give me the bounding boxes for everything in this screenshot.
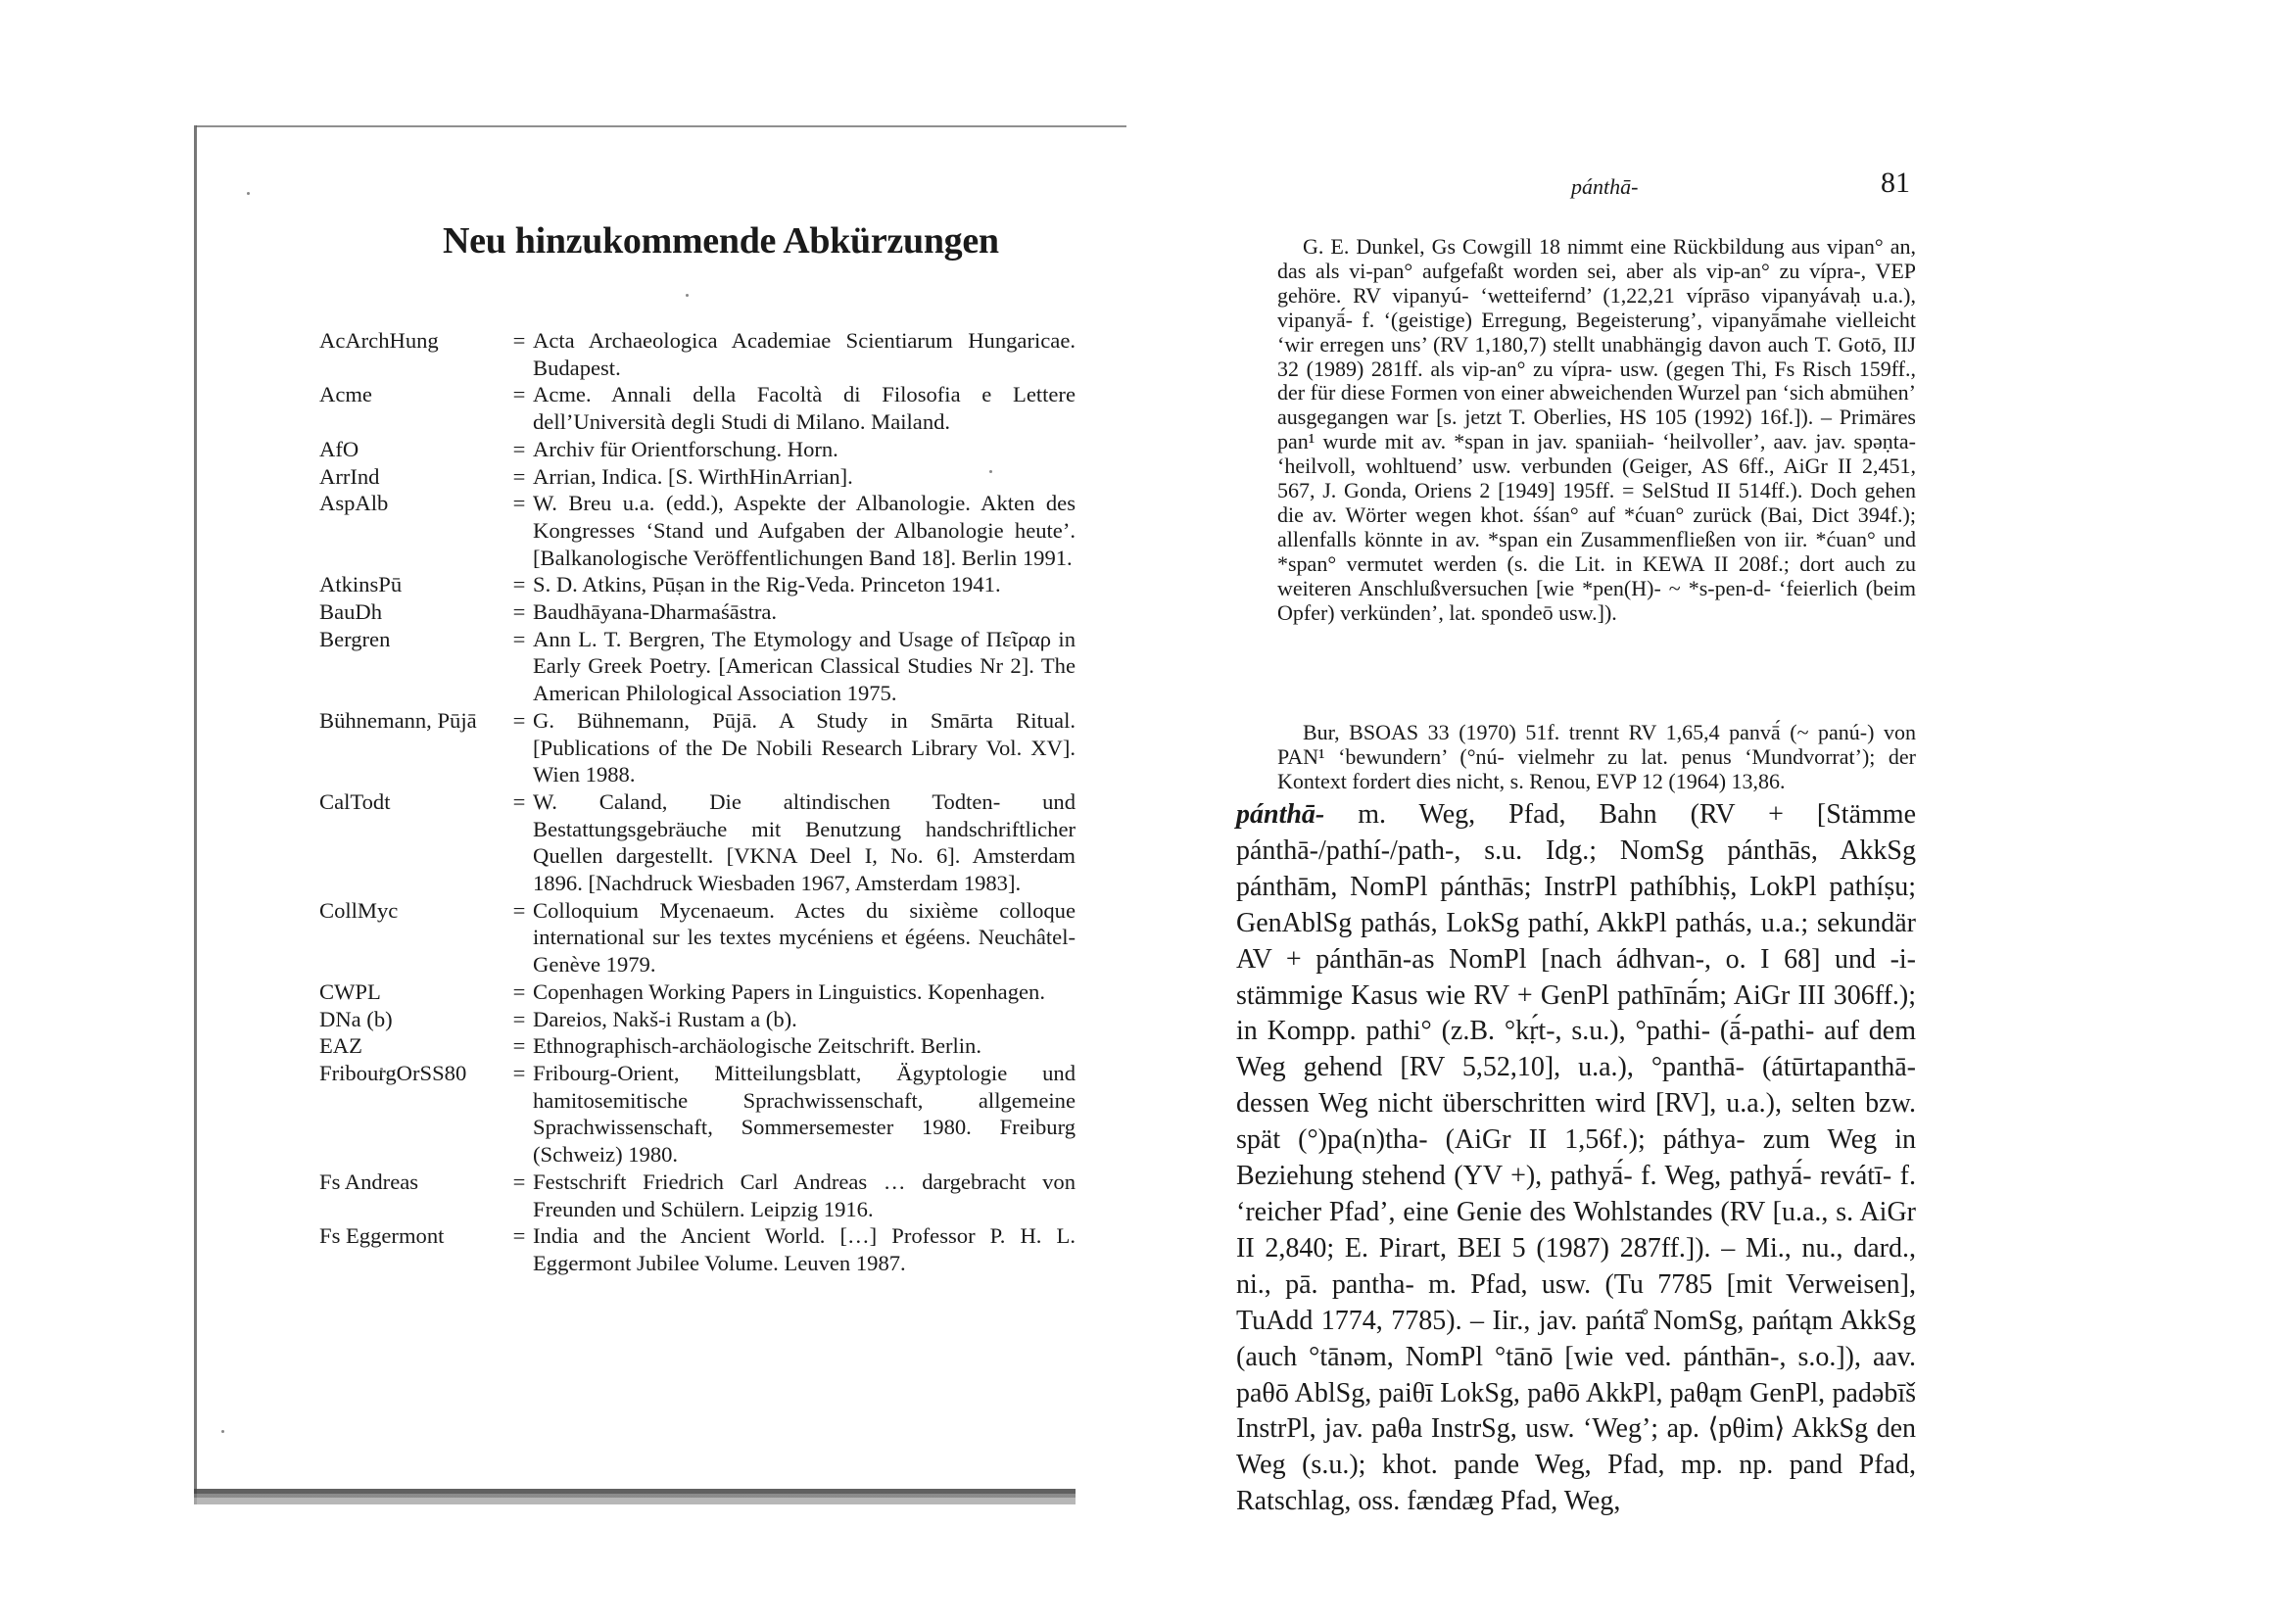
abbr-definition: Acme. Annali della Facoltà di Filosofia e Lettere dell’Università degli Studi di Milano. Mailand. (533, 382, 1076, 435)
scan-frame-left (194, 125, 197, 1504)
abbr-equals: = (512, 788, 526, 814)
dictionary-entry (1236, 797, 1916, 1520)
abbr-key: Fs Andreas (319, 1169, 419, 1194)
abbr-key: Bergren (319, 626, 391, 651)
paragraph-block (1277, 721, 1916, 794)
abbr-equals: = (512, 599, 526, 625)
abbr-equals: = (512, 978, 526, 1004)
abbr-entry (319, 897, 1103, 978)
abbr-entry (319, 1169, 1103, 1222)
running-head: pánthā- (1571, 174, 1639, 199)
abbr-entry (319, 598, 1103, 626)
paragraph: Bur, BSOAS 33 (1970) 51f. trennt RV 1,65,4 panvā́ (~ panú-) von PAN¹ ‘bewundern’ (°nú- vielmehr zu lat. penus ‘Mundvorrat’); der Kontext fordert dies nicht, s. Renou, EVP 12 (1964) 13,86. (1277, 720, 1916, 793)
abbr-definition: S. D. Atkins, Pūṣan in the Rig-Veda. Princeton 1941. (533, 572, 1001, 597)
abbr-equals: = (512, 463, 526, 489)
abbr-definition: W. Breu u.a. (edd.), Aspekte der Albanologie. Akten des Kongresses ‘Stand und Aufgaben der Albanologie heute’. [Balkanologische Veröffentlichungen Band 18]. Berlin 1991. (533, 491, 1076, 570)
abbr-equals: = (512, 897, 526, 923)
abbr-entry (319, 1032, 1103, 1060)
abbr-equals: = (512, 572, 526, 597)
abbr-definition: Dareios, Nakš-i Rustam a (b). (533, 1006, 797, 1031)
abbr-key: Fs Eggermont (319, 1223, 445, 1249)
abbr-equals: = (512, 382, 526, 407)
entry-headword: pánthā- (1236, 799, 1325, 830)
abbr-definition: Festschrift Friedrich Carl Andreas … dargebracht von Freunden und Schülern. Leipzig 1916. (533, 1169, 1076, 1221)
abbr-entry (319, 626, 1103, 707)
abbr-equals: = (512, 1223, 526, 1249)
abbr-entry (319, 436, 1103, 463)
abbr-key: AspAlb (319, 491, 389, 516)
abbr-key: AcArchHung (319, 328, 439, 353)
scan-frame-top (196, 125, 1126, 127)
abbr-definition: Arrian, Indica. [S. WirthHinArrian]. (533, 463, 853, 489)
abbr-definition: Ethnographisch-archäologische Zeitschrift. Berlin. (533, 1033, 981, 1059)
paragraph-block (1277, 235, 1916, 626)
abbr-definition: Colloquium Mycenaeum. Actes du sixième colloque international sur les textes mycéniens et égéens. Neuchâtel-Genève 1979. (533, 897, 1076, 978)
abbr-entry (319, 571, 1103, 598)
abbr-equals: = (512, 1060, 526, 1085)
abbr-definition: G. Bühnemann, Pūjā. A Study in Smārta Ritual. [Publications of the De Nobili Research Library Vol. XV]. Wien 1988. (533, 707, 1076, 787)
abbr-entry (319, 463, 1103, 491)
abbr-key: Acme (319, 382, 372, 407)
abbr-equals: = (512, 1033, 526, 1059)
abbr-equals: = (512, 1006, 526, 1031)
scan-frame-bottom (194, 1489, 1076, 1504)
abbr-definition: Copenhagen Working Papers in Linguistics. Kopenhagen. (533, 978, 1045, 1004)
abbr-definition: Ann L. T. Bergren, The Etymology and Usage of Πεῖραρ in Early Greek Poetry. [American Classical Studies Nr 2]. The American Philological Association 1975. (533, 626, 1076, 706)
abbr-key: EAZ (319, 1033, 362, 1059)
abbr-key: Bühnemann, Pūjā (319, 707, 477, 733)
abbr-key: ArrInd (319, 463, 380, 489)
abbr-definition: Acta Archaeologica Academiae Scientiarum Hungaricae. Budapest. (533, 328, 1076, 380)
abbr-entry (319, 1060, 1103, 1169)
scan-speck (686, 294, 689, 297)
abbr-key: CalTodt (319, 788, 391, 814)
page-title: Neu hinzukommende Abkürzungen (443, 220, 999, 262)
abbr-equals: = (512, 626, 526, 651)
abbr-entry (319, 788, 1103, 897)
abbr-definition: Baudhāyana-Dharmaśāstra. (533, 599, 778, 625)
right-page (1148, 0, 2296, 1622)
abbr-definition: Archiv für Orientforschung. Horn. (533, 436, 838, 461)
entry-text: m. Weg, Pfad, Bahn (RV + [Stämme pánthā-/pathí-/path-, s.u. Idg.; NomSg pánthās, AkkSg pánthām, NomPl pánthās; InstrPl pathíbhiṣ, LokPl pathíṣu; GenAblSg pathás, LokSg pathí, AkkPl pathás, u.a.; sekundär AV + pánthān-as NomPl [nach ádhvan-, o. I 68] und -i-stämmige Kasus wie RV + GenPl pathīnā́m; AiGr III 306ff.); in Kompp. pathi° (z.B. °kṛ́t-, s.u.), °pathi- (ā́-pathi- auf dem Weg gehend [RV 5,52,10], u.a.), °panthā- (átūrtapanthā- dessen Weg nicht überschritten wird [RV], u.a.), selten bzw. spät (°)pa(n)tha- (AiGr II 1,56f.); páthya- zum Weg in Beziehung stehend (YV +), pathyā́- f. Weg, pathyā́- revátī- f. ‘reicher Pfad’, eine Genie des Wohlstandes (RV [u.a., s. AiGr II 2,840; E. Pirart, BEI 5 (1987) 287ff.]). – Mi., nu., dard., ni., pā. pantha- m. Pfad, usw. (Tu 7785 [mit Verweisen], TuAdd 1774, 7785). – Iir., jav. pańtā̊ NomSg, pańtąm AkkSg (auch °tānəm, NomPl °tānō [wie ved. pánthān-, s.o.]), aav. paθō AblSg, paiθī LokSg, paθō AkkPl, paθąm GenPl, padəbīš InstrPl, jav. paθa InstrSg, usw. ‘Weg’; ap. ⟨pθim⟩ AkkSg den Weg (s.u.); khot. pande Weg, Pfad, mp. np. pand Pfad, Ratschlag, oss. fændæg Pfad, Weg, (1236, 799, 1916, 1517)
abbreviation-list (319, 327, 1103, 1277)
abbr-definition: India and the Ancient World. […] Professor P. H. L. Eggermont Jubilee Volume. Leuven 1987. (533, 1223, 1076, 1275)
abbr-key: CWPL (319, 978, 381, 1004)
abbr-entry (319, 381, 1103, 435)
abbr-equals: = (512, 328, 526, 353)
abbr-key: CollMyc (319, 897, 399, 923)
abbr-equals: = (512, 491, 526, 516)
abbr-key: AtkinsPū (319, 572, 403, 597)
scan-speck (247, 192, 250, 195)
abbr-equals: = (512, 436, 526, 461)
abbr-definition: Fribourg-Orient, Mitteilungsblatt, Ägyptologie und hamitosemitische Sprachwissenschaft, allgemeine Sprachwissenschaft, Sommersemester 1980. Freiburg (Schweiz) 1980. (533, 1060, 1076, 1168)
abbr-equals: = (512, 707, 526, 733)
abbr-key: DNa (b) (319, 1006, 393, 1031)
scan-speck (221, 1430, 224, 1433)
page-number: 81 (1881, 167, 1910, 199)
paragraph: G. E. Dunkel, Gs Cowgill 18 nimmt eine Rückbildung aus vipan° an, das als vi-pan° aufgefaßt worden sei, aber als vip-an° zu vípra-, VEP gehöre. RV vipanyú- ‘wetteifernd’ (1,22,21 víprāso vipanyávaḥ u.a.), vipanyā́- f. ‘(geistige) Erregung, Begeisterung’, vipanyā́mahe vielleicht ‘wir erregen uns’ (RV 1,180,7) stellt unabhängig davon auch T. Gotō, IIJ 32 (1989) 281ff. als vip-an° zu vípra- usw. (gegen Thi, Fs Risch 159ff., der für diese Formen von einer abweichenden Wurzel pan ‘sich abmühen’ ausgegangen war [s. jetzt T. Oberlies, HS 105 (1992) 16f.]). – Primäres pan¹ wurde mit av. *span in jav. spaniiah- ‘heilvoller’, aav. jav. spəṇta- ‘heilvoll, wohltuend’ usw. verbunden (Geiger, AS 6ff., AiGr II 2,451, 567, J. Gonda, Oriens 2 [1949] 195ff. = SelStud II 514ff.). Doch gehen die av. Wörter wegen khot. śśan° auf *ćuan° zurück (Bai, Dict 394f.); allenfalls könnte in av. *span ein Zusammenfließen von iir. *ćuan° und *span° vermutet werden (s. die Lit. in KEWA II 208f.; dort auch zu weiteren Anschlußversuchen [wie *pen(H)- ~ *s-pen-d- ‘feierlich (beim Opfer) verkünden’, lat. spondeō usw.]). (1277, 234, 1916, 625)
abbr-equals: = (512, 1169, 526, 1194)
abbr-entry (319, 490, 1103, 571)
abbr-entry (319, 1006, 1103, 1033)
abbr-entry (319, 978, 1103, 1006)
abbr-key: AfO (319, 436, 359, 461)
abbr-entry (319, 707, 1103, 788)
abbr-entry (319, 1222, 1103, 1276)
abbr-key: BauDh (319, 599, 383, 625)
abbr-definition: W. Caland, Die altindischen Todten- und Bestattungsgebräuche mit Benutzung handschriftlicher Quellen dargestellt. [VKNA Deel I, No. 6]. Amsterdam 1896. [Nachdruck Wiesbaden 1967, Amsterdam 1983]. (533, 788, 1076, 896)
abbr-entry (319, 327, 1103, 381)
abbr-key: FribourgOrSS80 (319, 1060, 467, 1085)
